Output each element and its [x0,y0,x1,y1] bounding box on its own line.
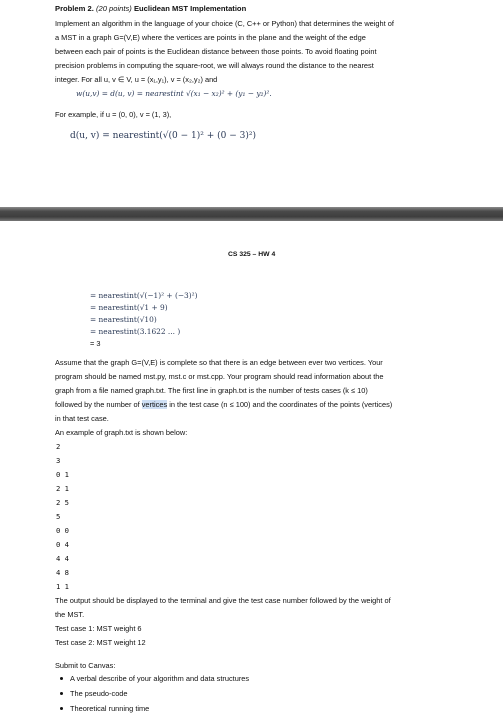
graph-line-9: 4 4 [56,554,69,563]
intro-line-2: a MST in a graph G=(V,E) where the vertices are points in the plane and the weight of the edge [55,33,366,42]
submit-item-3: Theoretical running time [70,704,150,713]
output-line-1: The output should be displayed to the terminal and give the test case number followed by the weight of [55,596,391,605]
bullet-icon [60,707,63,710]
assume-line-4 [55,400,392,409]
graph-line-6: 5 [56,512,61,521]
page-divider [0,207,503,221]
assume-line-2: program should be named mst.py, mst.c or mst.cpp. Your program should read information about the [55,372,384,381]
intro-line-4: precision problems in computing the square-root, we will always round the distance to the nearest [55,61,374,70]
intro-line-3: between each pair of points is the Euclidean distance between those points. To avoid floating point [55,47,377,56]
followed-prefix: followed by the number of [55,400,142,409]
graph-line-10: 4 8 [56,568,69,577]
problem-title [55,4,246,13]
graph-line-5: 2 5 [56,498,69,507]
result-line-2: Test case 2: MST weight 12 [55,638,146,647]
graph-line-1: 2 [56,442,61,451]
graph-line-2: 3 [56,456,61,465]
problem-points: (20 points) [95,4,132,13]
problem-title-text: Euclidean MST Implementation [133,4,247,13]
example-intro: An example of graph.txt is shown below: [55,428,188,437]
derivation-line-1: = nearestint(√(−1)² + (−3)²) [90,291,198,300]
derivation-line-2: = nearestint(√1 + 9) [90,303,168,312]
assume-line-1: Assume that the graph G=(V,E) is complete so that there is an edge between ever two vertices. Your [55,358,383,367]
graph-line-4: 2 1 [56,484,69,493]
submit-item-1: A verbal describe of your algorithm and data structures [70,674,250,683]
bullet-icon [60,692,63,695]
intro-line-5: integer. For all u, v ∈ V, u = (x₁,y₁), v = (x₂,y₂) and [55,75,218,84]
submit-item-2: The pseudo-code [70,689,128,698]
derivation-line-4: = nearestint(3.1622 ... ) [90,327,181,336]
example-formula: d(u, v) = nearestint(√(0 − 1)² + (0 − 3)²) [70,131,257,141]
submit-label: Submit to Canvas: [55,661,116,670]
derivation-line-3: = nearestint(√10) [90,315,157,324]
graph-line-11: 1 1 [56,582,69,591]
derivation-line-5: = 3 [90,339,101,348]
assume-line-5: in that test case. [55,414,109,423]
graph-line-3: 0 1 [56,470,69,479]
graph-line-7: 0 0 [56,526,69,535]
graph-line-8: 0 4 [56,540,69,549]
intro-line-1: Implement an algorithm in the language of your choice (C, C++ or Python) that determines the weight of [55,19,394,28]
output-line-2: the MST. [55,610,85,619]
example-line: For example, if u = (0, 0), v = (1, 3), [55,110,172,119]
highlighted-word: vertices [141,400,168,409]
result-line-1: Test case 1: MST weight 6 [55,624,142,633]
bullet-icon [60,677,63,680]
problem-heading: Problem 2. [55,4,94,13]
followed-suffix: in the test case (n ≤ 100) and the coordinates of the points (vertices) [167,400,393,409]
weight-formula: w(u,v) = d(u, v) = nearestint √(x₁ − x₂)² + (y₁ − y₂)². [76,89,272,98]
page-header: CS 325 – HW 4 [228,251,276,258]
assume-line-3: graph from a file named graph.txt. The first line in graph.txt is the number of tests cases (k ≤ 10) [55,386,368,395]
